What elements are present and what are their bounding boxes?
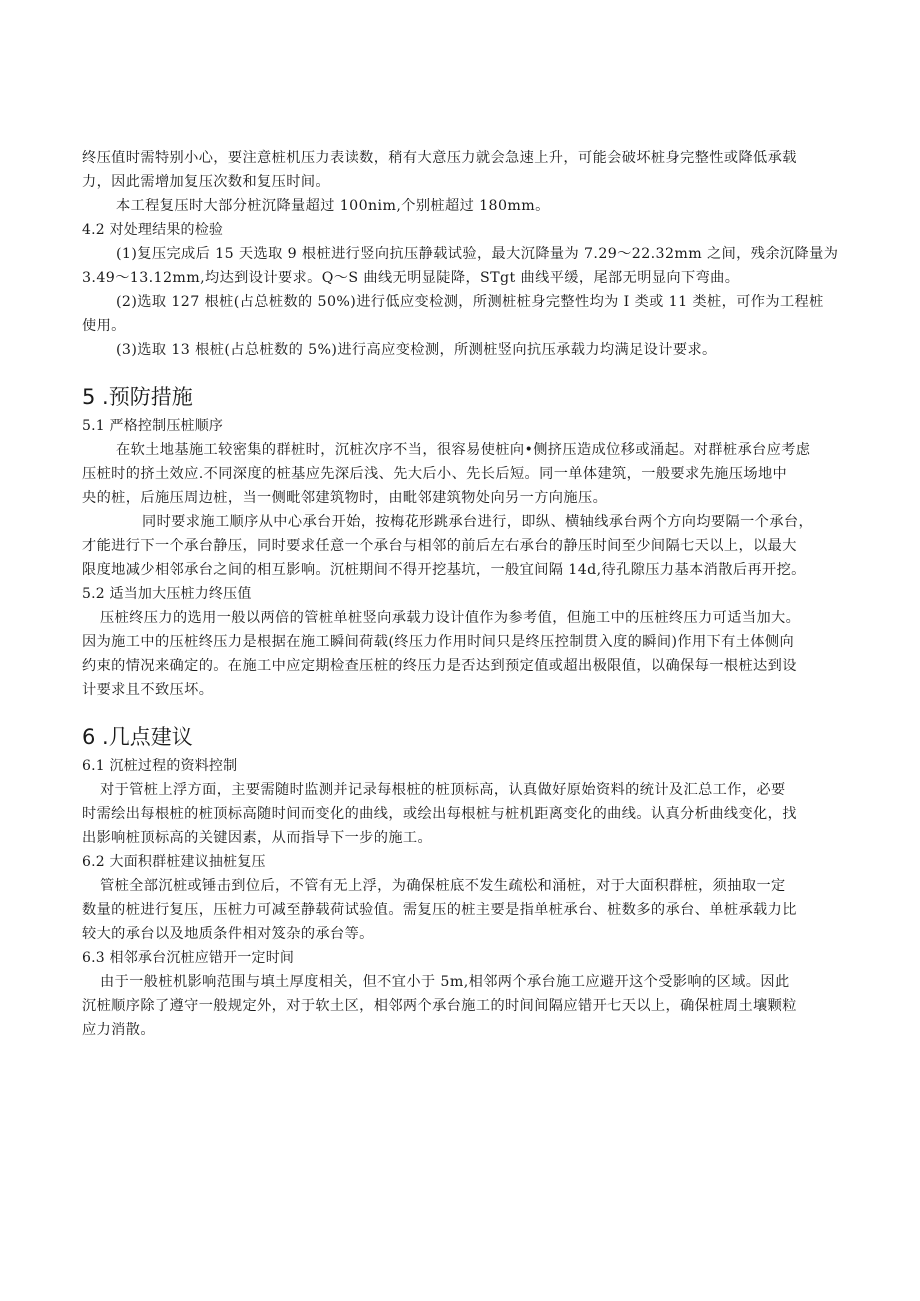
section-heading-6: 6 .几点建议	[82, 725, 193, 749]
list-item-line: (2)选取 127 根桩(占总桩数的 50%)进行低应变检测，所测桩桩身完整性均为 I 类或 11 类桩，可作为工程桩	[116, 294, 824, 310]
paragraph-line: 时需绘出每根桩的桩顶标高随时间而变化的曲线，或绘出每根桩与桩机距离变化的曲线。认真分析曲线变化，找	[82, 806, 797, 822]
paragraph-line: 压桩终压力的选用一般以两倍的管桩单桩竖向承载力设计值作为参考值，但施工中的压桩终压力可适当加大。	[100, 610, 801, 626]
subsection-heading-5-1: 5.1 严格控制压桩顺序	[82, 418, 224, 434]
paragraph-line: 在软土地基施工较密集的群桩时，沉桩次序不当，很容易使桩向•侧挤压造成位移或涌起。对群桩承台应考虑	[116, 442, 811, 458]
paragraph-line: 出影响桩顶标高的关键因素，从而指导下一步的施工。	[82, 830, 433, 846]
subsection-heading-5-2: 5.2 适当加大压桩力终压值	[82, 586, 252, 602]
paragraph-line: 力，因此需增加复压次数和复压时间。	[82, 174, 330, 190]
list-item-line: 3.49～13.12mm,均达到设计要求。Q～S 曲线无明显陡降，STgt 曲线平缓，尾部无明显向下弯曲。	[82, 270, 740, 286]
paragraph-line: 本工程复压时大部分桩沉降量超过 100nim,个别桩超过 180mm。	[116, 198, 550, 214]
paragraph-line: 对于管桩上浮方面，主要需随时监测并记录每根桩的桩顶标高，认真做好原始资料的统计及汇总工作，必要	[100, 782, 786, 798]
document-page	[82, 146, 842, 1042]
subsection-heading-6-1: 6.1 沉桩过程的资料控制	[82, 758, 238, 774]
subsection-heading-6-3: 6.3 相邻承台沉桩应错开一定时间	[82, 950, 295, 966]
paragraph-line: 较大的承台以及地质条件相对笈杂的承台等。	[82, 926, 374, 942]
paragraph-line: 才能进行下一个承台静压，同时要求任意一个承台与相邻的前后左右承台的静压时间至少间隔七天以上，以最大	[82, 538, 797, 554]
section-heading-5: 5 .预防措施	[82, 385, 193, 409]
paragraph-line: 终压值时需特别小心，要注意桩机压力表读数，稍有大意压力就会急速上升，可能会破坏桩身完整性或降低承载	[82, 150, 797, 166]
paragraph-line: 沉桩顺序除了遵守一般规定外，对于软土区，相邻两个承台施工的时间间隔应错开七天以上，确保桩周土壤颗粒	[82, 998, 797, 1014]
paragraph-line: 压桩时的挤土效应.不同深度的桩基应先深后浅、先大后小、先长后短。同一单体建筑，一般要求先施压场地中	[82, 466, 788, 482]
subsection-heading-6-2: 6.2 大面积群桩建议抽桩复压	[82, 854, 266, 870]
paragraph-line: 限度地减少相邻承台之间的相互影响。沉桩期间不得开挖基坑，一般宜间隔 14d,待孔隙压力基本消散后再开挖。	[82, 562, 806, 578]
list-item-line: (3)选取 13 根桩(占总桩数的 5%)进行高应变检测，所测桩竖向抗压承载力均满足设计要求。	[116, 342, 717, 358]
subsection-heading-4-2: 4.2 对处理结果的检验	[82, 222, 224, 238]
paragraph-line: 央的桩，后施压周边桩，当一侧毗邻建筑物时，由毗邻建筑物处向另一方向施压。	[82, 490, 608, 506]
paragraph-line: 由于一般桩机影响范围与填土厚度相关，但不宜小于 5m,相邻两个承台施工应避开这个受影响的区域。因此	[100, 974, 790, 990]
paragraph-line: 计要求且不致压坏。	[82, 682, 214, 698]
list-item-line: (1)复压完成后 15 天选取 9 根桩进行竖向抗压静载试验，最大沉降量为 7.29～22.32mm 之间，残余沉降量为	[116, 246, 839, 262]
list-item-line: 使用。	[82, 318, 126, 334]
paragraph-line: 约束的情况来确定的。在施工中应定期检查压桩的终压力是否达到预定值或超出极限值，以确保每一根桩达到设	[82, 658, 797, 674]
paragraph-line: 管桩全部沉桩或锤击到位后，不管有无上浮，为确保桩底不发生疏松和涌桩，对于大面积群桩，须抽取一定	[100, 878, 786, 894]
paragraph-line: 应力消散。	[82, 1022, 155, 1038]
paragraph-line: 数量的桩进行复压，压桩力可减至静载荷试验值。需复压的桩主要是指单桩承台、桩数多的承台、单桩承载力比	[82, 902, 797, 918]
paragraph-line: 同时要求施工顺序从中心承台开始，按梅花形跳承台进行，即纵、横轴线承台两个方向均要隔一个承台，	[142, 514, 814, 530]
paragraph-line: 因为施工中的压桩终压力是根据在施工瞬间荷载(终压力作用时间只是终压控制贯入度的瞬间)作用下有土体侧向	[82, 634, 795, 650]
